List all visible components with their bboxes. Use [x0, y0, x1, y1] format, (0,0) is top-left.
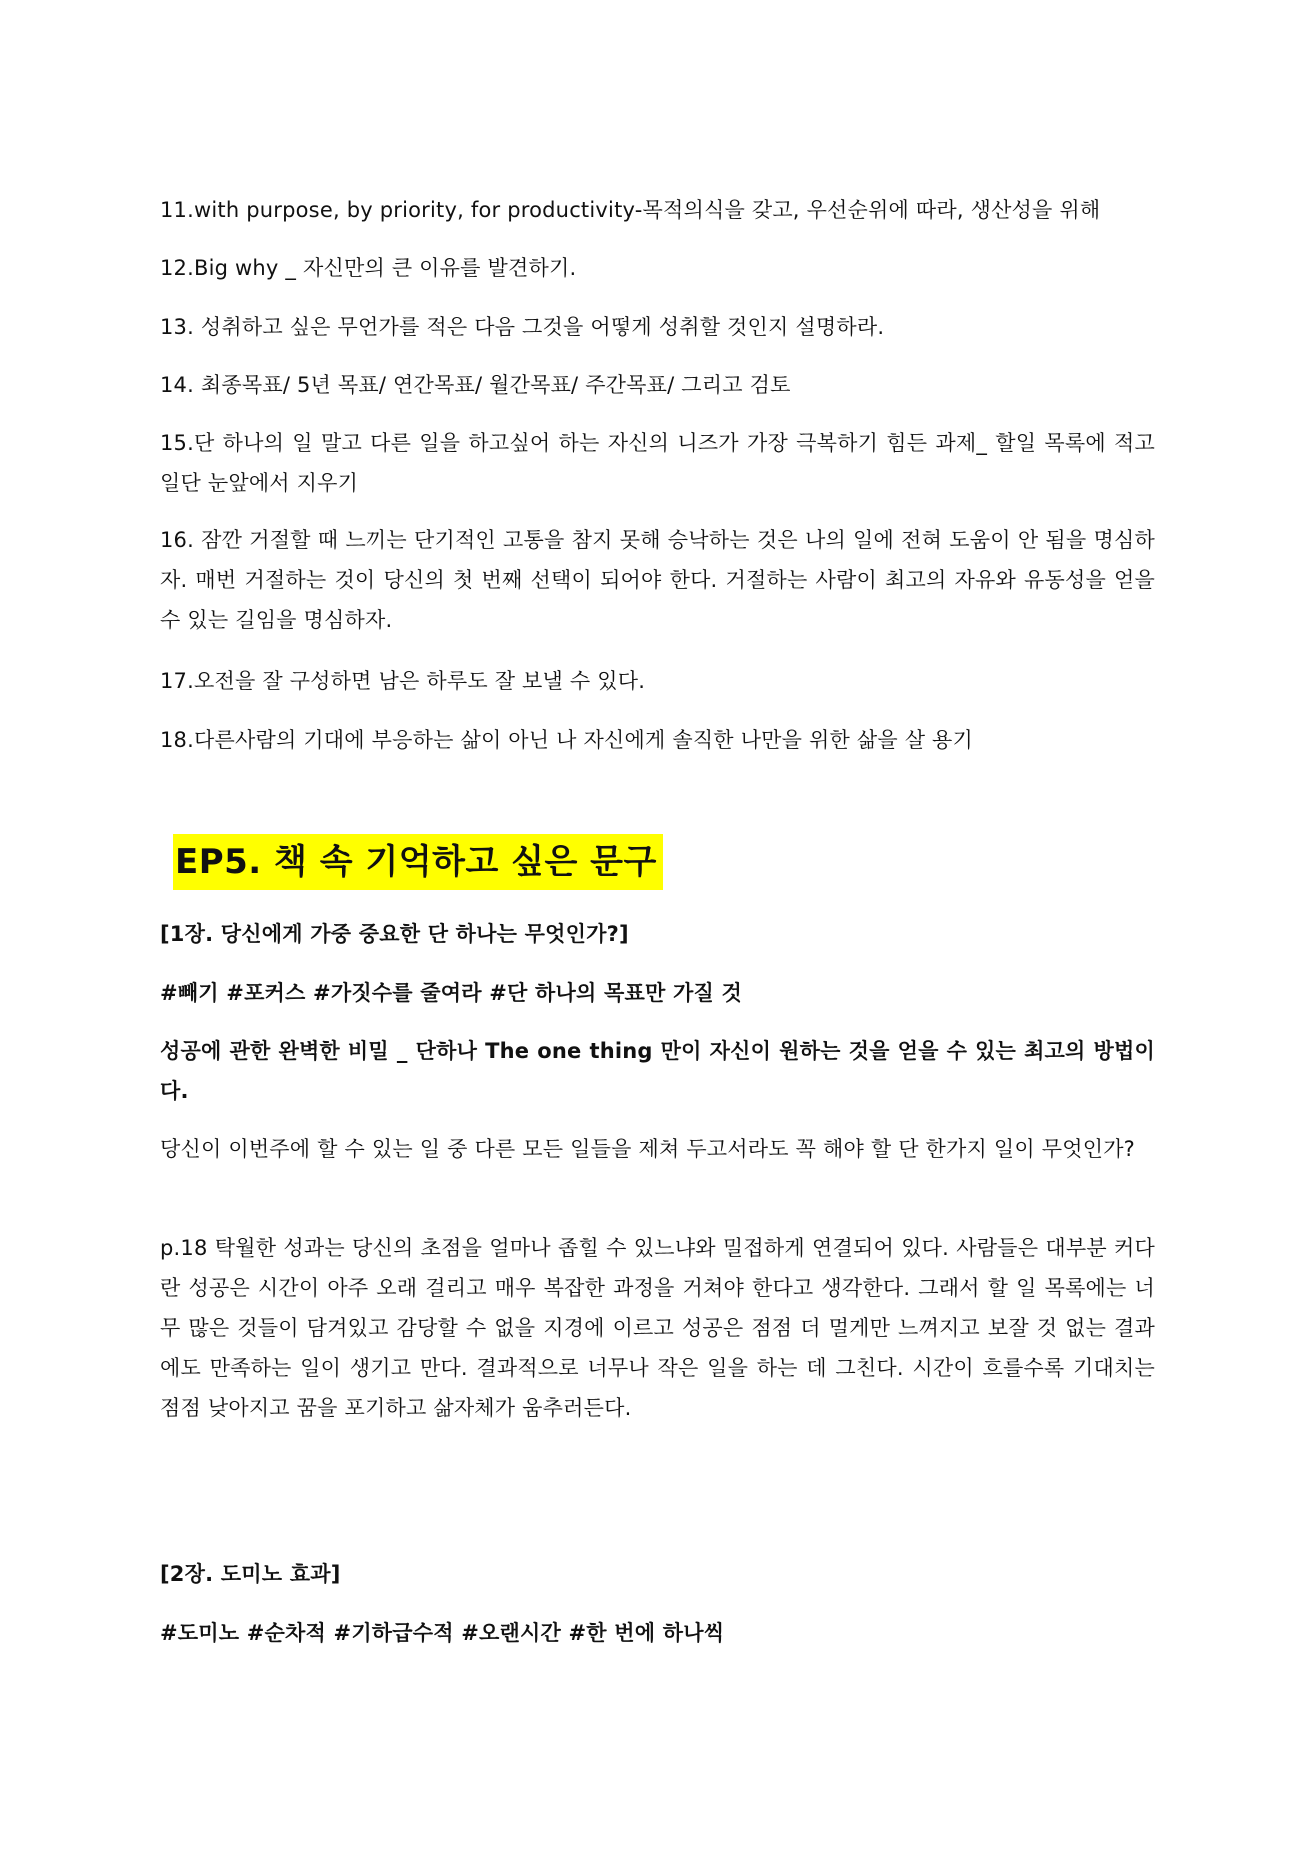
list-item-17: 17.오전을 잘 구성하면 남은 하루도 잘 보낼 수 있다.	[160, 669, 646, 693]
list-item-16: 16. 잠깐 거절할 때 느끼는 단기적인 고통을 참지 못해 승낙하는 것은 나의 일에 전혀 도움이 안 됨을 명심하자. 매번 거절하는 것이 당신의 첫 번째 선택이 되어야 한다. 거절하는 사람이 최고의 자유와 유동성을 얻을 수 있는 길임을 명심하자.	[160, 528, 1155, 632]
list-item-12: 12.Big why _ 자신만의 큰 이유를 발견하기.	[160, 256, 577, 280]
list-item-18: 18.다른사람의 기대에 부응하는 삶이 아닌 나 자신에게 솔직한 나만을 위한 삶을 살 용기	[160, 728, 974, 752]
section-heading: EP5. 책 속 기억하고 싶은 문구	[173, 834, 663, 890]
chapter1-tags: #빼기 #포커스 #가짓수를 줄여라 #단 하나의 목표만 가질 것	[160, 981, 742, 1005]
chapter1-passage: p.18 탁월한 성과는 당신의 초점을 얼마나 좁힐 수 있느냐와 밀접하게 연결되어 있다. 사람들은 대부분 커다란 성공은 시간이 아주 오래 걸리고 매우 복잡한 과정을 거쳐야 한다고 생각한다. 그래서 할 일 목록에는 너무 많은 것들이 담겨있고 감당할 수 없을 지경에 이르고 성공은 점점 더 멀게만 느껴지고 보잘 것 없는 결과에도 만족하는 일이 생기고 만다. 결과적으로 너무나 작은 일을 하는 데 그친다. 시간이 흐를수록 기대치는 점점 낮아지고 꿈을 포기하고 삶자체가 움추러든다.	[160, 1236, 1155, 1420]
list-item-11: 11.with purpose, by priority, for productivity-목적의식을 갖고, 우선순위에 따라, 생산성을 위해	[160, 198, 1101, 222]
list-item-14: 14. 최종목표/ 5년 목표/ 연간목표/ 월간목표/ 주간목표/ 그리고 검토	[160, 373, 791, 397]
chapter1-title: [1장. 당신에게 가중 중요한 단 하나는 무엇인가?]	[160, 922, 629, 946]
list-item-13: 13. 성취하고 싶은 무언가를 적은 다음 그것을 어떻게 성취할 것인지 설명하라.	[160, 315, 885, 339]
chapter1-question: 당신이 이번주에 할 수 있는 일 중 다른 모든 일들을 제쳐 두고서라도 꼭 해야 할 단 한가지 일이 무엇인가?	[160, 1137, 1136, 1161]
chapter2-tags: #도미노 #순차적 #기하급수적 #오랜시간 #한 번에 하나씩	[160, 1621, 725, 1645]
list-item-15: 15.단 하나의 일 말고 다른 일을 하고싶어 하는 자신의 니즈가 가장 극복하기 힘든 과제_ 할일 목록에 적고 일단 눈앞에서 지우기	[160, 431, 1155, 495]
chapter2-title: [2장. 도미노 효과]	[160, 1562, 341, 1586]
chapter1-key-quote: 성공에 관한 완벽한 비밀 _ 단하나 The one thing 만이 자신이 원하는 것을 얻을 수 있는 최고의 방법이다.	[160, 1039, 1155, 1103]
